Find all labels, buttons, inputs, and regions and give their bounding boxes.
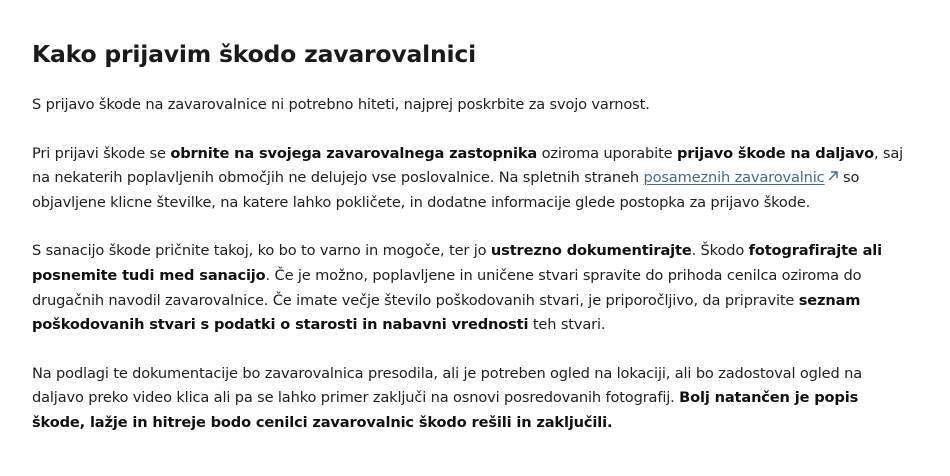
insurers-link-label: posameznih zavarovalnic xyxy=(643,169,825,187)
text-segment: oziroma uporabite xyxy=(537,144,677,162)
text-segment: Pri prijavi škode se xyxy=(32,144,171,162)
page-title: Kako prijavim škodo zavarovalnici xyxy=(32,40,476,68)
text-segment: . Škodo xyxy=(691,242,749,260)
text-segment: Na podlagi te dokumentacije bo zavarovalnica presodila, ali je potreben ogled na lokaciji, ali bo zadostoval ogled na daljavo preko video klica ali pa se lahko primer zaključi na osnovi posredovanih fotografij. xyxy=(32,364,862,407)
emphasis-photograph: fotografirajte ali posnemite tudi med sanacijo xyxy=(32,242,883,284)
emphasis-conclusion: Bolj natančen je popis škode, lažje in hitreje bodo cenilci zavarovalnic škodo rešili in zaključili. xyxy=(32,389,859,431)
paragraph-documentation xyxy=(32,239,910,337)
text-segment: so objavljene klicne številke, na katere lahko pokličete, in dodatne informacije glede postopka za prijavo škode. xyxy=(32,169,860,211)
text-segment: teh stvari. xyxy=(528,316,606,334)
emphasis-remote-report: prijavo škode na daljavo xyxy=(676,144,874,162)
paragraph-reporting xyxy=(32,142,910,216)
text-segment: S sanacijo škode pričnite takoj, ko bo to varno in mogoče, ter jo xyxy=(32,242,491,260)
paragraph-intro: S prijavo škode na zavarovalnice ni potrebno hiteti, najprej poskrbite za svojo varnost. xyxy=(32,96,650,113)
emphasis-list: seznam poškodovanih stvari s podatki o starosti in nabavni vrednosti xyxy=(32,291,861,334)
paragraph-assessment xyxy=(32,362,910,436)
external-link-icon xyxy=(827,170,839,182)
emphasis-agent: obrnite na svojega zavarovalnega zastopnika xyxy=(170,144,538,162)
text-segment: , saj na nekaterih poplavljenih območjih ne delujejo vse poslovalnice. Na spletnih straneh xyxy=(32,144,904,187)
text-segment: . Če je možno, poplavljene in uničene stvari spravite do prihoda cenilca oziroma do drugačnih navodil zavarovalnice. Če imate večje število poškodovanih stvari, je priporočljivo, da pripravite xyxy=(32,266,862,309)
insurers-link[interactable] xyxy=(643,169,838,186)
emphasis-document: ustrezno dokumentirajte xyxy=(490,242,692,260)
